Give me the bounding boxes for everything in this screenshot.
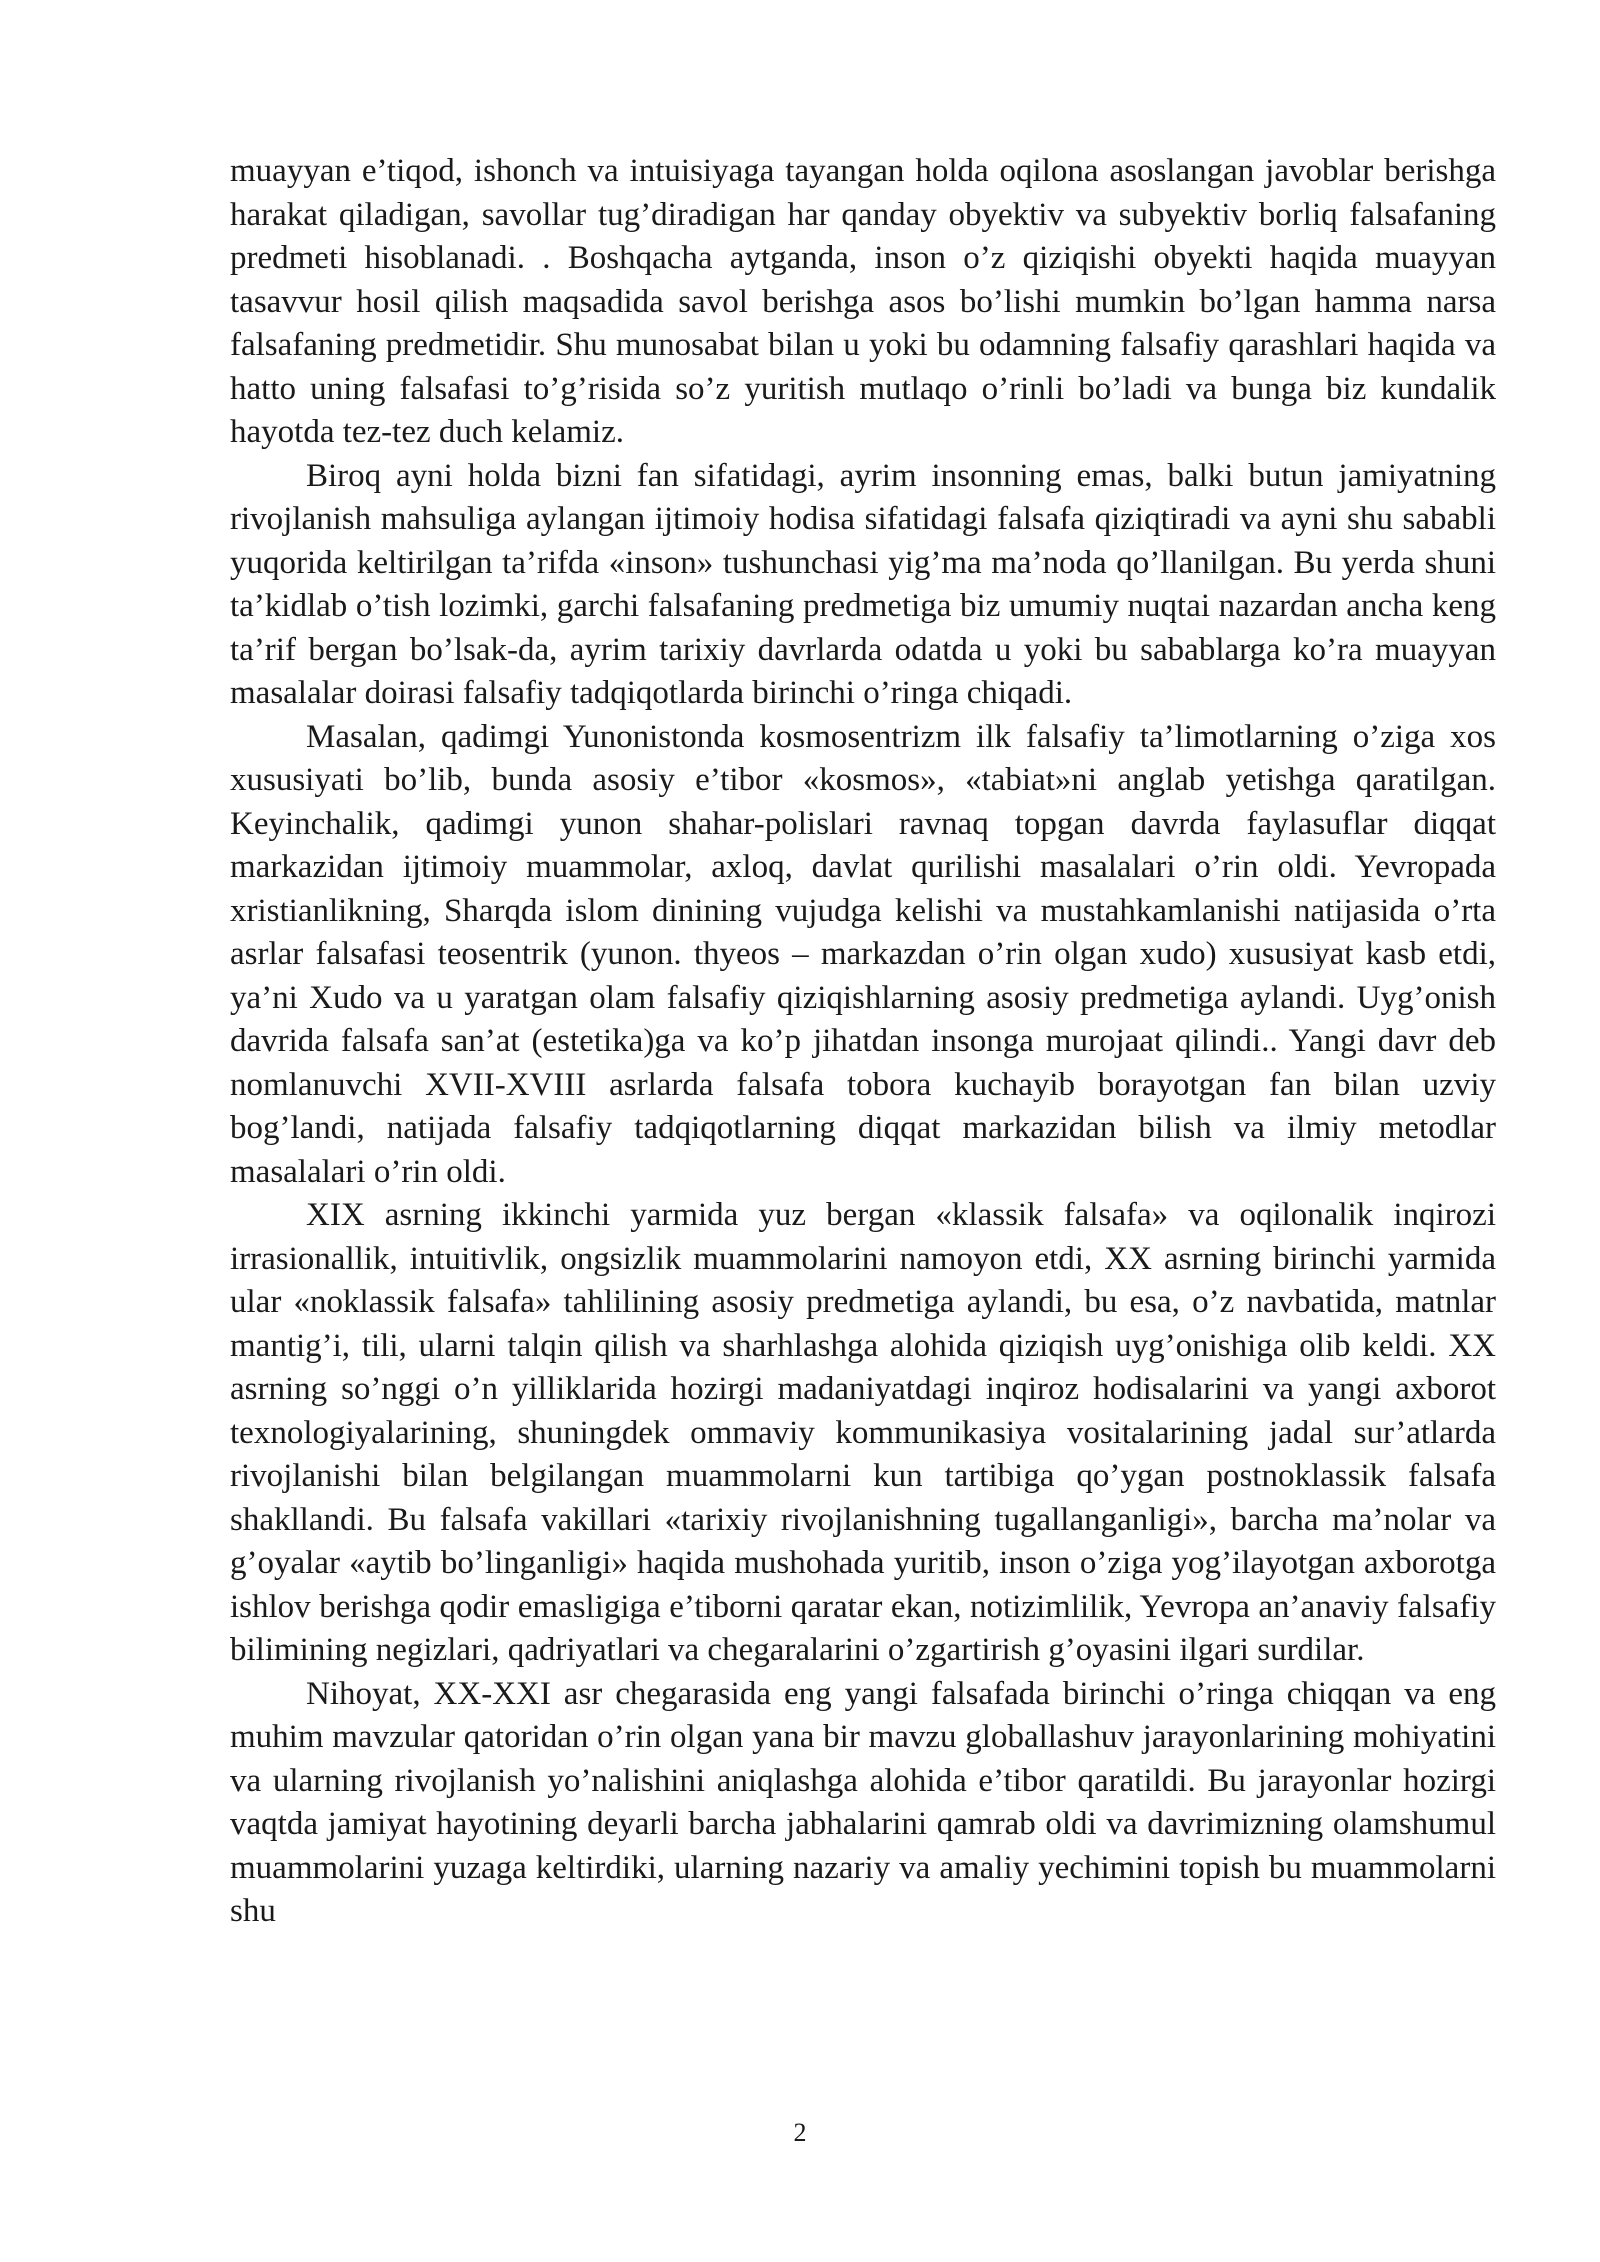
paragraph-2: Biroq ayni holda bizni fan sifatidagi, ayrim insonning emas, balki butun jamiyatning rivojlanish mahsuliga aylangan ijtimoiy hodisa sifatidagi falsafa qiziqtiradi va ayni shu sababli yuqorida keltirilgan ta’rifda «inson» tushunchasi yig’ma ma’noda qo’llanilgan. Bu yerda shuni ta’kidlab o’tish lozimki, garchi falsafaning predmetiga biz umumiy nuqtai nazardan ancha keng ta’rif bergan bo’lsak-da, ayrim tarixiy davrlarda odatda u yoki bu sabablarga ko’ra muayyan masalalar doirasi falsafiy tadqiqotlarda birinchi o’ringa chiqadi.: [230, 457, 1496, 711]
paragraph-4: XIX asrning ikkinchi yarmida yuz bergan «klassik falsafa» va oqilonalik inqirozi irrasionallik, intuitivlik, ongsizlik muammolarini namoyon etdi, XX asrning birinchi yarmida ular «noklassik falsafa» tahlilining asosiy predmetiga aylandi, bu esa, o’z navbatida, matnlar mantig’i, tili, ularni talqin qilish va sharhlashga alohida qiziqish uyg’onishiga olib keldi. XX asrning so’nggi o’n yilliklarida hozirgi madaniyatdagi inqiroz hodisalarini va yangi axborot texnologiyalarining, shuningdek ommaviy kommunikasiya vositalarining jadal sur’atlarda rivojlanishi bilan belgilangan muammolarni kun tartibiga qo’ygan postnoklassik falsafa shakllandi. Bu falsafa vakillari «tarixiy rivojlanishning tugallanganligi», barcha ma’nolar va g’oyalar «aytib bo’linganligi» haqida mushohada yuritib, inson o’ziga yog’ilayotgan axborotga ishlov berishga qodir emasligiga e’tiborni qaratar ekan, notizimlilik, Yevropa an’anaviy falsafiy bilimining negizlari, qadriyatlari va chegaralarini o’zgartirish g’oyasini ilgari surdilar.: [230, 1197, 1496, 1668]
page-number: 2: [793, 2118, 807, 2147]
document-page: [230, 150, 1496, 1934]
paragraph-5: Nihoyat, XX-XXI asr chegarasida eng yangi falsafada birinchi o’ringa chiqqan va eng muhim mavzular qatoridan o’rin olgan yana bir mavzu globallashuv jarayonlarining mohiyatini va ularning rivojlanish yo’nalishini aniqlashga alohida e’tibor qaratildi. Bu jarayonlar hozirgi vaqtda jamiyat hayotining deyarli barcha jabhalarini qamrab oldi va davrimizning olamshumul muammolarini yuzaga keltirdiki, ularning nazariy va amaliy yechimini topish bu muammolarni shu: [230, 1675, 1496, 1929]
paragraph-3: Masalan, qadimgi Yunonistonda kosmosentrizm ilk falsafiy ta’limotlarning o’ziga xos xususiyati bo’lib, bunda asosiy e’tibor «kosmos», «tabiat»ni anglab yetishga qaratilgan. Keyinchalik, qadimgi yunon shahar-polislari ravnaq topgan davrda faylasuflar diqqat markazidan ijtimoiy muammolar, axloq, davlat qurilishi masalalari o’rin oldi. Yevropada xristianlikning, Sharqda islom dinining vujudga kelishi va mustahkamlanishi natijasida o’rta asrlar falsafasi teosentrik (yunon. thyeos – markazdan o’rin olgan xudo) xususiyat kasb etdi, ya’ni Xudo va u yaratgan olam falsafiy qiziqishlarning asosiy predmetiga aylandi. Uyg’onish davrida falsafa san’at (estetika)ga va ko’p jihatdan insonga murojaat qilindi.. Yangi davr deb nomlanuvchi XVII-XVIII asrlarda falsafa tobora kuchayib borayotgan fan bilan uzviy bog’landi, natijada falsafiy tadqiqotlarning diqqat markazidan bilish va ilmiy metodlar masalalari o’rin oldi.: [230, 718, 1496, 1190]
paragraph-1: muayyan e’tiqod, ishonch va intuisiyaga tayangan holda oqilona asoslangan javoblar berishga harakat qiladigan, savollar tug’diradigan har qanday obyektiv va subyektiv borliq falsafaning predmeti hisoblanadi. . Boshqacha aytganda, inson o’z qiziqishi obyekti haqida muayyan tasavvur hosil qilish maqsadida savol berishga asos bo’lishi mumkin bo’lgan hamma narsa falsafaning predmetidir. Shu munosabat bilan u yoki bu odamning falsafiy qarashlari haqida va hatto uning falsafasi to’g’risida so’z yuritish mutlaqo o’rinli bo’ladi va bunga biz kundalik hayotda tez-tez duch kelamiz.: [230, 153, 1496, 450]
